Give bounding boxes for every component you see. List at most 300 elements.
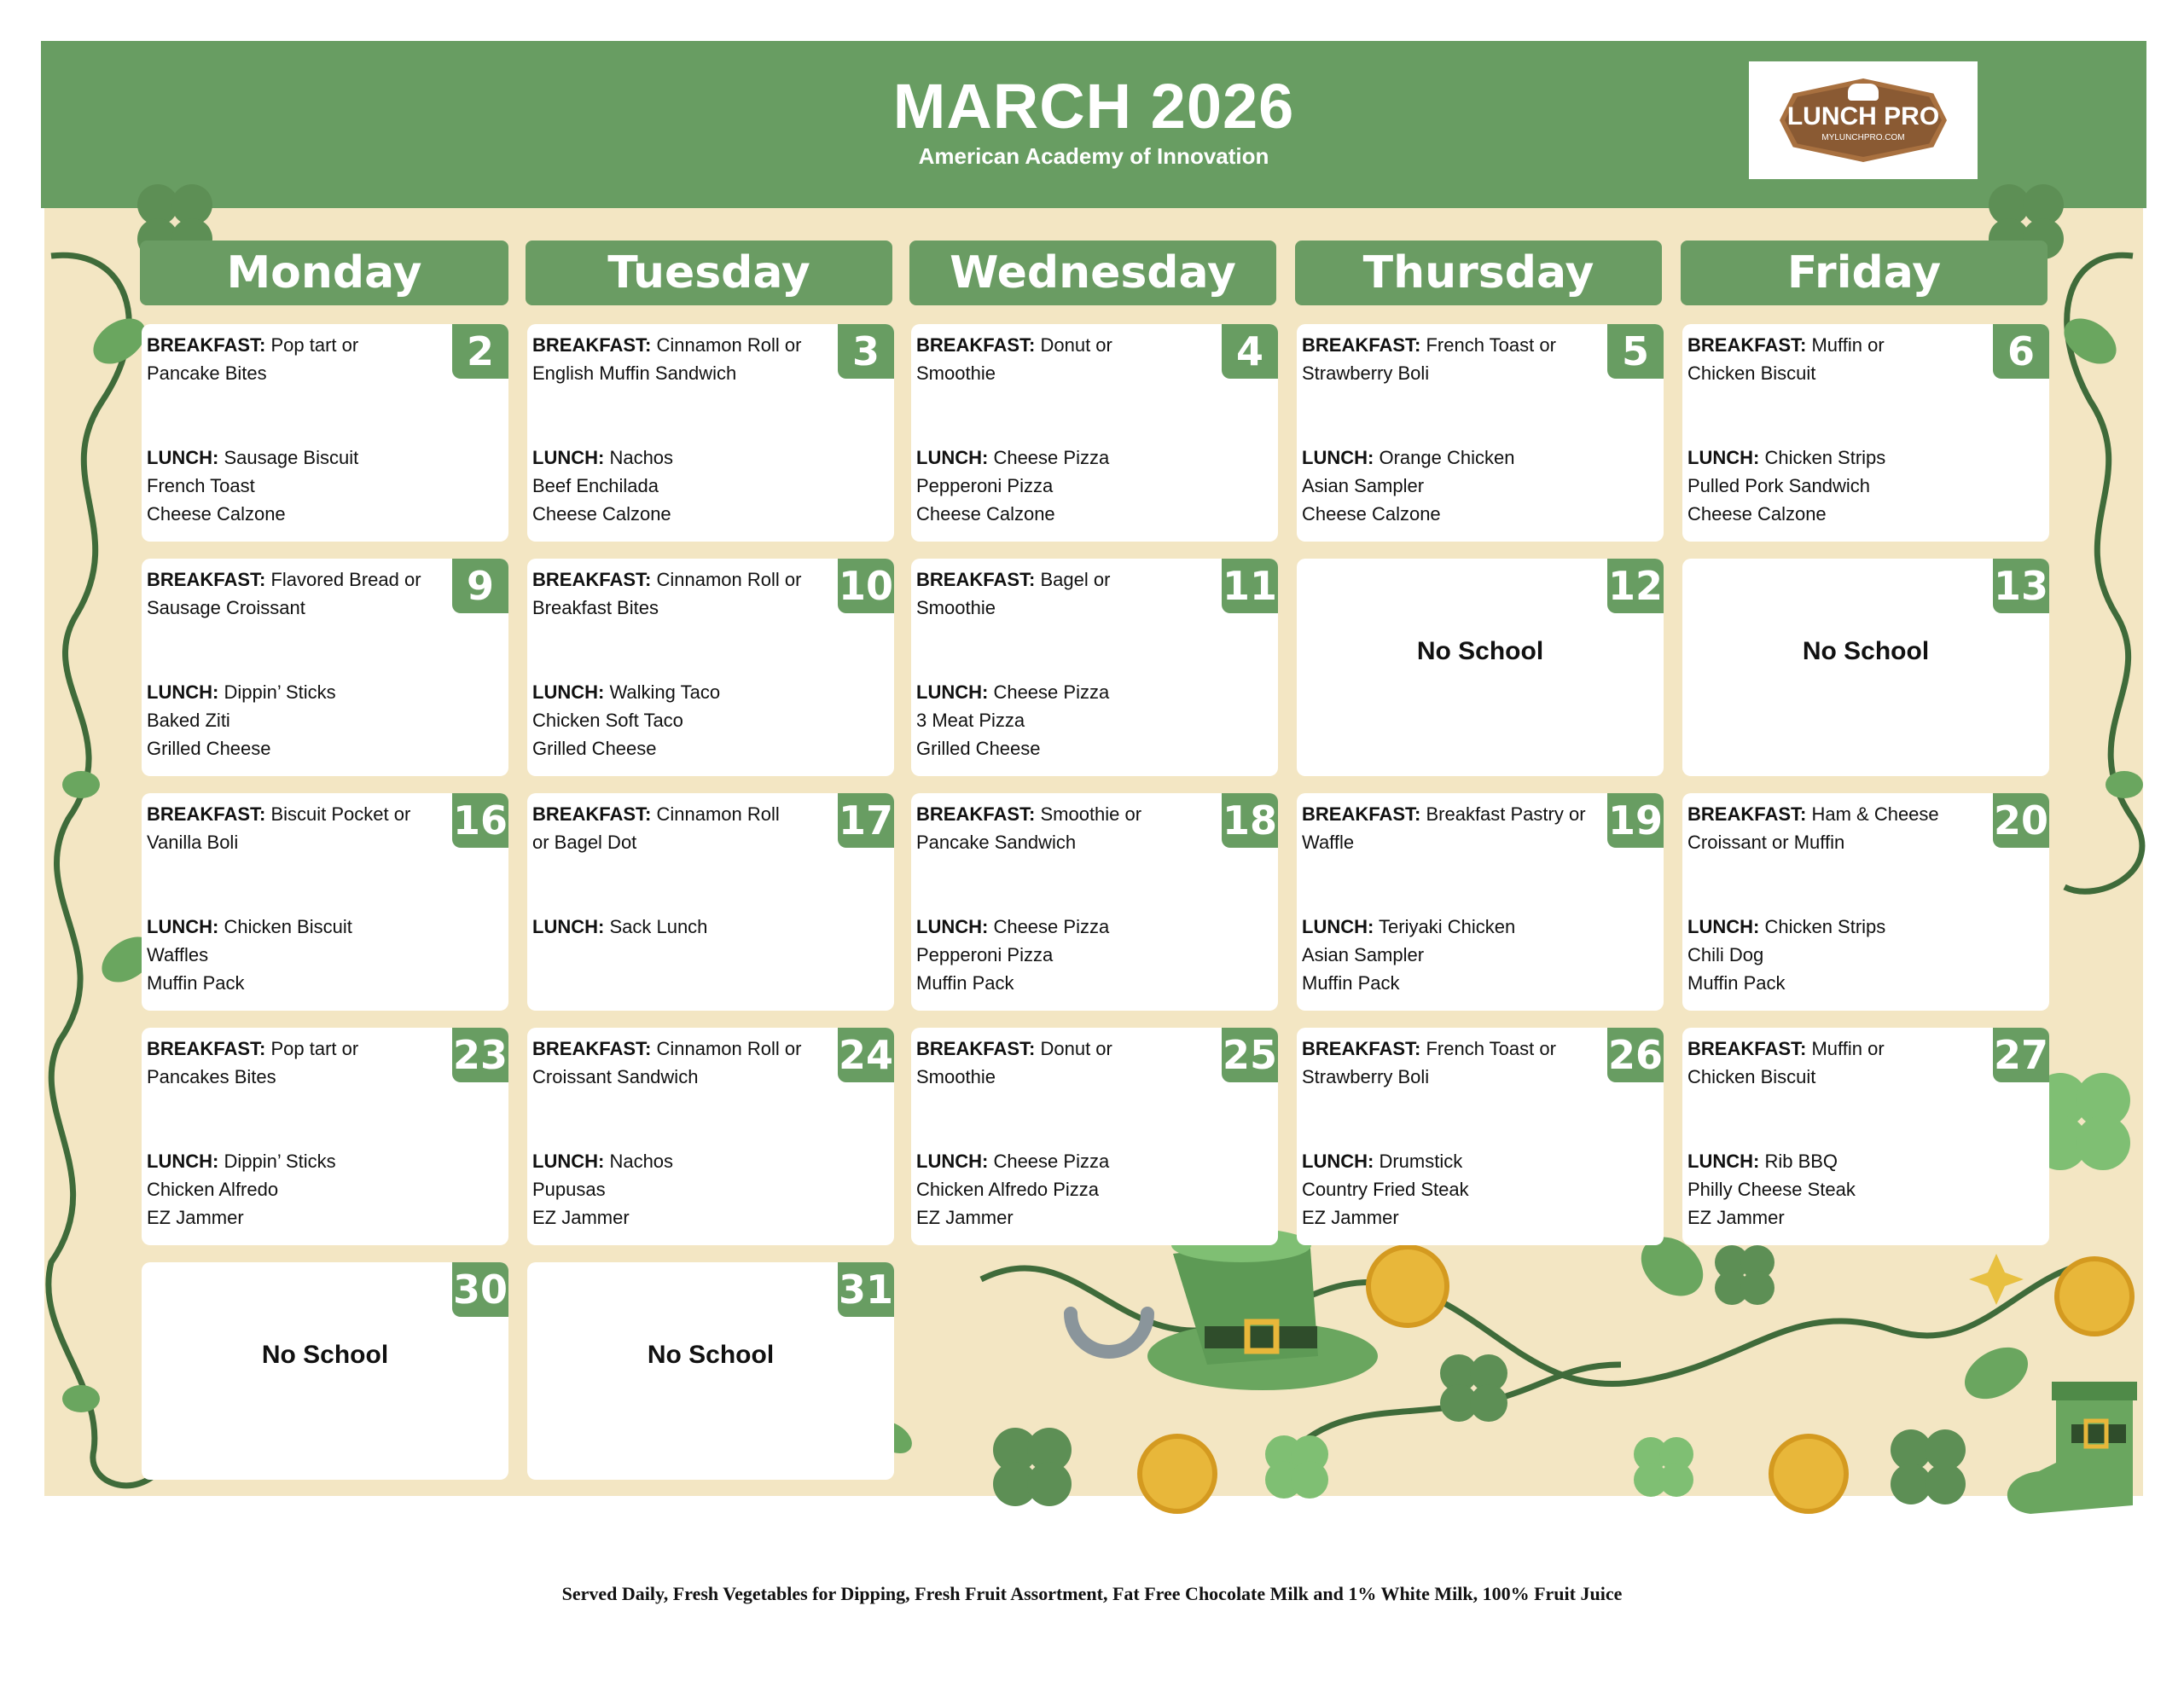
breakfast-line [1302, 828, 1586, 856]
day-number: 12 [1607, 559, 1664, 613]
lunch-item: Muffin Pack [916, 972, 1014, 994]
breakfast-line [147, 800, 410, 828]
breakfast-item: Cinnamon Roll or [656, 334, 802, 356]
lunch-line [147, 472, 358, 500]
lunch-item: Pepperoni Pizza [916, 475, 1054, 496]
lunch-line [147, 969, 352, 997]
lunch-line [1302, 472, 1514, 500]
no-school-note: No School [261, 1341, 389, 1369]
lunch-line [532, 734, 720, 762]
lunch-item: Cheese Calzone [1687, 503, 1827, 525]
lunch-line [1302, 941, 1515, 969]
breakfast-item: Muffin or [1811, 334, 1885, 356]
breakfast-item: French Toast or [1426, 1038, 1556, 1059]
breakfast-line [147, 1063, 358, 1091]
lunch-item: Asian Sampler [1302, 475, 1425, 496]
lunch-line [916, 706, 1109, 734]
breakfast-item: Sausage Croissant [147, 597, 305, 618]
day-number: 20 [1993, 793, 2049, 848]
breakfast-label: BREAKFAST: [532, 569, 652, 590]
breakfast-item: English Muffin Sandwich [532, 362, 737, 384]
lunch-line [1302, 913, 1515, 941]
lunch-item: Muffin Pack [147, 972, 245, 994]
breakfast-item: Breakfast Bites [532, 597, 659, 618]
breakfast-item: Cinnamon Roll or [656, 569, 802, 590]
breakfast-item: French Toast or [1426, 334, 1556, 356]
lunch-line [147, 1203, 336, 1232]
lunch-menu [1302, 443, 1514, 528]
day-header-friday: Friday [1681, 241, 2048, 305]
lunch-line [1302, 443, 1514, 472]
lunch-line [916, 1203, 1109, 1232]
lunch-item: Cheese Pizza [993, 916, 1110, 937]
lunch-line [532, 678, 720, 706]
lunch-item: Nachos [609, 447, 674, 468]
day-number: 27 [1993, 1028, 2049, 1082]
breakfast-line [916, 331, 1112, 359]
breakfast-item: Breakfast Pastry or [1426, 803, 1586, 825]
day-cell [1297, 1028, 1664, 1245]
lunch-line [1687, 500, 1885, 528]
day-cell [1682, 559, 2049, 776]
lunch-item: Pepperoni Pizza [916, 944, 1054, 965]
breakfast-line [532, 331, 801, 359]
day-number: 11 [1222, 559, 1278, 613]
lunch-item: Orange Chicken [1379, 447, 1515, 468]
breakfast-item: Strawberry Boli [1302, 1066, 1430, 1087]
lunch-menu [916, 913, 1109, 997]
lunch-menu [532, 1147, 673, 1232]
lunch-line [1302, 500, 1514, 528]
breakfast-line [147, 359, 358, 387]
day-cell [142, 324, 508, 542]
breakfast-menu [147, 565, 421, 622]
day-number: 24 [838, 1028, 894, 1082]
lunch-item: Chicken Alfredo Pizza [916, 1179, 1099, 1200]
lunch-label: LUNCH: [147, 916, 219, 937]
lunch-item: Cheese Calzone [1302, 503, 1441, 525]
breakfast-line [1302, 359, 1556, 387]
breakfast-item: Smoothie [916, 1066, 996, 1087]
day-number: 19 [1607, 793, 1664, 848]
lunch-line [1687, 941, 1885, 969]
gold-coin-icon [1368, 1247, 1447, 1325]
lunch-item: Cheese Pizza [993, 681, 1110, 703]
leprechaun-boot-icon [2007, 1382, 2137, 1514]
lunch-item: Cheese Pizza [993, 1151, 1110, 1172]
breakfast-line [916, 359, 1112, 387]
lunch-label: LUNCH: [532, 1151, 605, 1172]
day-header-monday: Monday [140, 241, 508, 305]
lunch-menu [147, 678, 336, 762]
lunch-label: LUNCH: [916, 447, 989, 468]
no-school-note: No School [1416, 637, 1544, 665]
lunch-item: EZ Jammer [147, 1207, 244, 1228]
day-cell [911, 793, 1278, 1011]
lunch-item: Muffin Pack [1302, 972, 1400, 994]
breakfast-item: Smoothie or [1040, 803, 1142, 825]
lunch-label: LUNCH: [916, 681, 989, 703]
leprechaun-hat-icon [1147, 1228, 1378, 1390]
lunch-label: LUNCH: [1302, 1151, 1374, 1172]
lunch-item: Teriyaki Chicken [1379, 916, 1516, 937]
lunch-label: LUNCH: [147, 447, 219, 468]
breakfast-line [147, 331, 358, 359]
lunch-line [532, 913, 707, 941]
lunch-item: Chicken Biscuit [224, 916, 352, 937]
day-cell [527, 793, 894, 1011]
breakfast-label: BREAKFAST: [916, 569, 1036, 590]
lunch-line [147, 443, 358, 472]
lunch-menu [147, 443, 358, 528]
lunch-menu [1687, 1147, 1856, 1232]
no-school-note: No School [647, 1341, 775, 1369]
lunch-line [916, 1175, 1109, 1203]
breakfast-label: BREAKFAST: [1302, 334, 1421, 356]
lunch-item: Philly Cheese Steak [1687, 1179, 1856, 1200]
breakfast-item: Pancake Sandwich [916, 832, 1077, 853]
breakfast-line [916, 594, 1110, 622]
breakfast-item: Smoothie [916, 597, 996, 618]
day-number: 18 [1222, 793, 1278, 848]
day-number: 16 [452, 793, 508, 848]
lunch-item: Chili Dog [1687, 944, 1764, 965]
lunch-item: French Toast [147, 475, 255, 496]
lunch-line [147, 678, 336, 706]
lunch-item: Muffin Pack [1687, 972, 1786, 994]
lunch-label: LUNCH: [532, 916, 605, 937]
lunch-line [147, 500, 358, 528]
day-header-wednesday: Wednesday [909, 241, 1276, 305]
breakfast-line [916, 565, 1110, 594]
lunch-item: Sack Lunch [609, 916, 708, 937]
gold-coin-icon [2057, 1259, 2132, 1334]
breakfast-item: Smoothie [916, 362, 996, 384]
breakfast-menu [532, 1035, 801, 1091]
breakfast-line [1302, 331, 1556, 359]
breakfast-item: Pancakes Bites [147, 1066, 276, 1087]
lunch-item: Cheese Calzone [147, 503, 286, 525]
breakfast-menu [916, 565, 1110, 622]
logo-text: LUNCH PRO [1786, 102, 1940, 130]
breakfast-item: Pop tart or [270, 334, 359, 356]
lunch-item: Grilled Cheese [532, 738, 657, 759]
lunch-line [1687, 443, 1885, 472]
breakfast-menu [1687, 331, 1885, 387]
breakfast-item: Ham & Cheese [1811, 803, 1939, 825]
day-cell [1682, 793, 2049, 1011]
lunch-label: LUNCH: [1687, 1151, 1760, 1172]
lunch-line [1302, 1203, 1469, 1232]
breakfast-line [532, 594, 801, 622]
breakfast-item: Flavored Bread or [270, 569, 421, 590]
breakfast-menu [147, 331, 358, 387]
lunch-line [532, 1175, 673, 1203]
breakfast-line [1687, 359, 1885, 387]
lunch-menu [147, 913, 352, 997]
day-cell [1682, 324, 2049, 542]
lunch-item: Waffles [147, 944, 209, 965]
lunch-menu [532, 678, 720, 762]
breakfast-line [147, 594, 421, 622]
lunch-menu [1302, 913, 1515, 997]
breakfast-item: Muffin or [1811, 1038, 1885, 1059]
lunch-item: Grilled Cheese [147, 738, 271, 759]
lunch-label: LUNCH: [1302, 916, 1374, 937]
day-cell [911, 324, 1278, 542]
day-cell [142, 1028, 508, 1245]
breakfast-line [1687, 331, 1885, 359]
breakfast-line [1687, 1035, 1885, 1063]
breakfast-label: BREAKFAST: [1687, 803, 1807, 825]
breakfast-line [147, 828, 410, 856]
breakfast-line [1302, 1063, 1556, 1091]
breakfast-item: Donut or [1040, 1038, 1112, 1059]
lunch-line [1687, 1147, 1856, 1175]
lunch-item: EZ Jammer [532, 1207, 630, 1228]
breakfast-line [532, 359, 801, 387]
logo-url: MYLUNCHPRO.COM [1821, 133, 1905, 142]
breakfast-label: BREAKFAST: [147, 803, 266, 825]
lunch-label: LUNCH: [532, 681, 605, 703]
day-cell [142, 1262, 508, 1480]
breakfast-label: BREAKFAST: [532, 1038, 652, 1059]
lunch-line [1687, 913, 1885, 941]
breakfast-label: BREAKFAST: [1302, 803, 1421, 825]
breakfast-menu [532, 800, 780, 856]
lunch-item: Drumstick [1379, 1151, 1463, 1172]
breakfast-line [1302, 1035, 1556, 1063]
lunch-item: Baked Ziti [147, 710, 230, 731]
day-number: 25 [1222, 1028, 1278, 1082]
lunch-item: Country Fried Steak [1302, 1179, 1469, 1200]
day-cell [527, 1028, 894, 1245]
lunch-label: LUNCH: [147, 681, 219, 703]
lunch-line [1687, 969, 1885, 997]
day-cell [1297, 793, 1664, 1011]
breakfast-menu [1687, 800, 1939, 856]
breakfast-item: Cinnamon Roll [656, 803, 780, 825]
lunch-item: Dippin’ Sticks [224, 1151, 336, 1172]
breakfast-line [1687, 1063, 1885, 1091]
day-cell [142, 793, 508, 1011]
day-cell [527, 1262, 894, 1480]
lunch-label: LUNCH: [532, 447, 605, 468]
lunch-line [916, 1147, 1109, 1175]
breakfast-item: Biscuit Pocket or [270, 803, 411, 825]
day-number: 26 [1607, 1028, 1664, 1082]
lunch-line [532, 1147, 673, 1175]
breakfast-line [532, 1063, 801, 1091]
lunch-line [532, 472, 673, 500]
breakfast-line [532, 565, 801, 594]
breakfast-label: BREAKFAST: [1687, 334, 1807, 356]
day-cell [142, 559, 508, 776]
lunch-menu [1687, 913, 1885, 997]
lunch-line [147, 913, 352, 941]
lunch-line [916, 941, 1109, 969]
lunch-item: Chicken Soft Taco [532, 710, 683, 731]
breakfast-item: Donut or [1040, 334, 1112, 356]
lunch-line [532, 1203, 673, 1232]
breakfast-label: BREAKFAST: [532, 334, 652, 356]
day-number: 17 [838, 793, 894, 848]
breakfast-label: BREAKFAST: [916, 803, 1036, 825]
no-school-note: No School [1802, 637, 1930, 665]
lunch-label: LUNCH: [1687, 916, 1760, 937]
breakfast-line [532, 1035, 801, 1063]
lunch-menu [1687, 443, 1885, 528]
lunch-item: Pulled Pork Sandwich [1687, 475, 1871, 496]
breakfast-item: Chicken Biscuit [1687, 1066, 1816, 1087]
lunch-line [147, 734, 336, 762]
breakfast-line [532, 800, 780, 828]
lunch-label: LUNCH: [147, 1151, 219, 1172]
breakfast-menu [1302, 800, 1586, 856]
lunch-menu [916, 678, 1109, 762]
lunch-item: Walking Taco [609, 681, 721, 703]
lunch-item: Pupusas [532, 1179, 606, 1200]
breakfast-line [1687, 800, 1939, 828]
lunch-item: Rib BBQ [1764, 1151, 1838, 1172]
lunch-line [1687, 1175, 1856, 1203]
lunch-item: Asian Sampler [1302, 944, 1425, 965]
gold-coin-icon [1771, 1436, 1846, 1511]
breakfast-menu [1302, 1035, 1556, 1091]
lunch-line [916, 678, 1109, 706]
breakfast-label: BREAKFAST: [532, 803, 652, 825]
lunch-label: LUNCH: [916, 1151, 989, 1172]
day-number: 30 [452, 1262, 508, 1317]
lunch-item: Chicken Strips [1764, 916, 1886, 937]
breakfast-line [916, 828, 1141, 856]
breakfast-item: Strawberry Boli [1302, 362, 1430, 384]
breakfast-item: Pancake Bites [147, 362, 267, 384]
lunch-line [1302, 1175, 1469, 1203]
breakfast-line [916, 1063, 1112, 1091]
day-number: 4 [1222, 324, 1278, 379]
breakfast-menu [1302, 331, 1556, 387]
breakfast-label: BREAKFAST: [147, 334, 266, 356]
day-cell [527, 559, 894, 776]
lunch-line [1302, 1147, 1469, 1175]
day-number: 6 [1993, 324, 2049, 379]
breakfast-label: BREAKFAST: [916, 334, 1036, 356]
gold-coin-icon [1140, 1436, 1215, 1511]
day-cell [1682, 1028, 2049, 1245]
breakfast-item: Waffle [1302, 832, 1355, 853]
lunch-label: LUNCH: [1687, 447, 1760, 468]
lunch-line [147, 941, 352, 969]
lunch-line [532, 443, 673, 472]
day-number: 2 [452, 324, 508, 379]
school-name: American Academy of Innovation [918, 143, 1269, 169]
lunch-line [916, 969, 1109, 997]
lunch-item: Chicken Strips [1764, 447, 1886, 468]
breakfast-line [147, 565, 421, 594]
day-header-thursday: Thursday [1295, 241, 1662, 305]
breakfast-item: Bagel or [1040, 569, 1111, 590]
lunch-menu [147, 1147, 336, 1232]
lunch-line [916, 500, 1109, 528]
breakfast-item: Croissant or Muffin [1687, 832, 1845, 853]
breakfast-item: Vanilla Boli [147, 832, 239, 853]
lunch-item: EZ Jammer [1687, 1207, 1785, 1228]
lunch-item: Chicken Alfredo [147, 1179, 279, 1200]
breakfast-menu [147, 800, 410, 856]
breakfast-line [532, 828, 780, 856]
breakfast-label: BREAKFAST: [147, 569, 266, 590]
lunch-item: Cheese Pizza [993, 447, 1110, 468]
lunch-item: 3 Meat Pizza [916, 710, 1025, 731]
lunch-line [1302, 969, 1515, 997]
lunch-menu [532, 913, 707, 941]
lunch-menu [1302, 1147, 1469, 1232]
page-title: MARCH 2026 [892, 71, 1295, 142]
breakfast-item: Croissant Sandwich [532, 1066, 699, 1087]
lunch-item: EZ Jammer [916, 1207, 1014, 1228]
lunch-line [1687, 1203, 1856, 1232]
breakfast-line [916, 800, 1141, 828]
day-number: 9 [452, 559, 508, 613]
lunch-line [1687, 472, 1885, 500]
lunch-label: LUNCH: [916, 916, 989, 937]
lunch-menu [916, 1147, 1109, 1232]
lunch-item: EZ Jammer [1302, 1207, 1399, 1228]
lunch-line [147, 706, 336, 734]
day-cell [1297, 324, 1664, 542]
breakfast-item: Cinnamon Roll or [656, 1038, 802, 1059]
breakfast-menu [916, 800, 1141, 856]
lunch-line [147, 1175, 336, 1203]
daily-items-note: Served Daily, Fresh Vegetables for Dipping, Fresh Fruit Assortment, Fat Free Chocolate Milk and 1% White Milk, 100% Fruit Juice [561, 1583, 1623, 1604]
day-number: 13 [1993, 559, 2049, 613]
lunch-menu [916, 443, 1109, 528]
day-cell [911, 559, 1278, 776]
lunch-item: Nachos [609, 1151, 674, 1172]
lunch-item: Sausage Biscuit [224, 447, 359, 468]
breakfast-menu [532, 331, 801, 387]
lunch-line [916, 913, 1109, 941]
breakfast-menu [1687, 1035, 1885, 1091]
breakfast-menu [916, 1035, 1112, 1091]
breakfast-item: Chicken Biscuit [1687, 362, 1816, 384]
breakfast-label: BREAKFAST: [147, 1038, 266, 1059]
day-number: 10 [838, 559, 894, 613]
breakfast-line [916, 1035, 1112, 1063]
lunch-line [532, 706, 720, 734]
day-number: 31 [838, 1262, 894, 1317]
breakfast-label: BREAKFAST: [1302, 1038, 1421, 1059]
lunch-line [532, 500, 673, 528]
day-cell [1297, 559, 1664, 776]
lunch-line [147, 1147, 336, 1175]
day-number: 3 [838, 324, 894, 379]
breakfast-menu [532, 565, 801, 622]
day-cell [527, 324, 894, 542]
breakfast-line [1687, 828, 1939, 856]
breakfast-menu [916, 331, 1112, 387]
day-header-tuesday: Tuesday [526, 241, 892, 305]
breakfast-item: Pop tart or [270, 1038, 359, 1059]
lunch-line [916, 443, 1109, 472]
lunch-menu [532, 443, 673, 528]
breakfast-line [147, 1035, 358, 1063]
breakfast-label: BREAKFAST: [916, 1038, 1036, 1059]
day-number: 23 [452, 1028, 508, 1082]
day-cell [911, 1028, 1278, 1245]
breakfast-label: BREAKFAST: [1687, 1038, 1807, 1059]
